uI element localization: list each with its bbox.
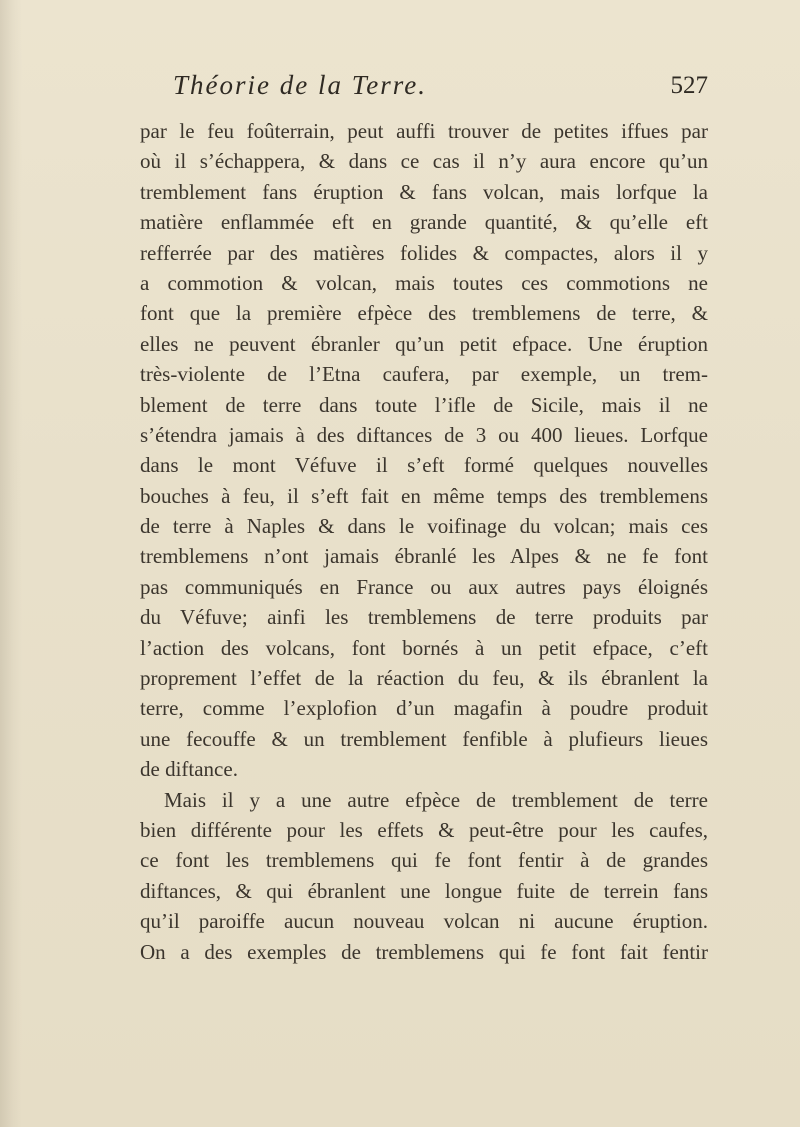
- text-line: du Véfuve; ainfi les tremblemens de terre produits par: [140, 605, 708, 630]
- text-line: proprement l’effet de la réaction du feu, & ils ébranlent la: [140, 666, 708, 691]
- text-line: l’action des volcans, font bornés à un petit efpace, c’eft: [140, 635, 708, 660]
- text-line: par le feu foûterrain, peut auffi trouver de petites iffues par: [140, 119, 708, 143]
- text-line: elles ne peuvent ébranler qu’un petit efpace. Une éruption: [140, 331, 708, 356]
- text-line: très-violente de l’Etna caufera, par exemple, un trem-: [140, 362, 708, 387]
- text-line: diftances, & qui ébranlent une longue fuite de terrein fans: [140, 878, 708, 903]
- text-line: bouches à feu, il s’eft fait en même temps des tremblemens: [140, 483, 708, 508]
- running-head: [173, 70, 708, 110]
- text-line: terre, comme l’explofion d’un magafin à poudre produit: [140, 696, 708, 721]
- text-line: pas communiqués en France ou aux autres pays éloignés: [140, 574, 708, 599]
- text-line: font que la première efpèce des tremblemens de terre, &: [140, 301, 708, 326]
- body-text: [140, 116, 708, 967]
- text-line: tremblemens n’ont jamais ébranlé les Alpes & ne fe font: [140, 544, 708, 569]
- page-gutter-shadow: [0, 0, 22, 1127]
- text-line: une fecouffe & un tremblement fenfible à plufieurs lieues: [140, 726, 708, 751]
- text-line: tremblement fans éruption & fans volcan, mais lorfque la: [140, 179, 708, 204]
- text-line: blement de terre dans toute l’ifle de Sicile, mais il ne: [140, 392, 708, 417]
- text-line: dans le mont Véfuve il s’eft formé quelques nouvelles: [140, 453, 708, 478]
- text-line: s’étendra jamais à des diftances de 3 ou 400 lieues. Lorfque: [140, 422, 708, 447]
- text-line: de diftance.: [140, 757, 238, 782]
- text-line: qu’il paroiffe aucun nouveau volcan ni aucune éruption.: [140, 909, 708, 934]
- text-line: bien différente pour les effets & peut-être pour les caufes,: [140, 817, 708, 842]
- text-line: refferrée par des matières folides & compactes, alors il y: [140, 240, 708, 265]
- page-number: 527: [670, 72, 708, 99]
- text-line: où il s’échappera, & dans ce cas il n’y aura encore qu’un: [140, 149, 708, 174]
- text-line: On a des exemples de tremblemens qui fe font fait fentir: [140, 939, 708, 964]
- text-line: de terre à Naples & dans le voifinage du volcan; mais ces: [140, 514, 708, 539]
- text-line: matière enflammée eft en grande quantité, & qu’elle eft: [140, 210, 708, 235]
- text-line: ce font les tremblemens qui fe font fentir à de grandes: [140, 848, 708, 873]
- text-line: a commotion & volcan, mais toutes ces commotions ne: [140, 270, 708, 295]
- text-line: Mais il y a une autre efpèce de tremblement de terre: [164, 787, 708, 812]
- running-head-title: Théorie de la Terre.: [173, 70, 427, 100]
